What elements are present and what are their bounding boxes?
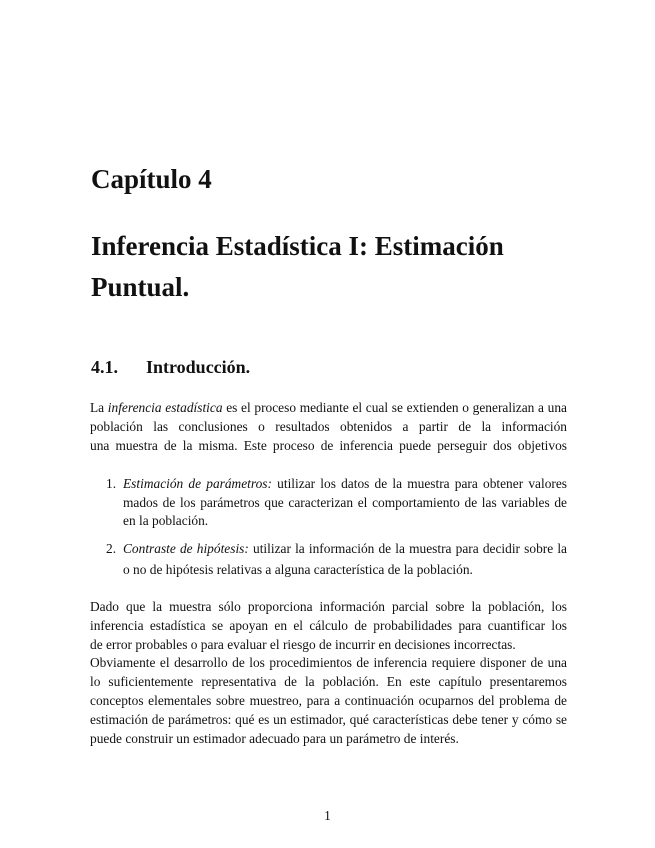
section-number: 4.1.: [91, 357, 118, 377]
list-item-line: en la población.: [123, 513, 209, 528]
paragraph-line: Dado que la muestra sólo proporciona información parcial sobre la población, los: [90, 599, 567, 614]
text: utilizar los datos de la muestra para obtener valores: [277, 476, 567, 491]
section-title: Introducción.: [146, 357, 251, 377]
list-item-line: [123, 541, 567, 557]
list-term: Contraste de hipótesis:: [123, 541, 249, 556]
text: utilizar la información de la muestra para decidir sobre la: [252, 541, 567, 556]
emphasis: inferencia estadística: [107, 400, 223, 415]
paragraph-line: puede construir un estimador adecuado para un parámetro de interés.: [90, 731, 459, 746]
paragraph-line: conceptos elementales sobre muestreo, para a continuación ocuparnos del problema de: [90, 693, 567, 708]
paragraph-line: una muestra de la misma. Este proceso de inferencia puede perseguir dos objetivos: [90, 438, 567, 453]
paragraph-line: inferencia estadística se apoyan en el cálculo de probabilidades para cuantificar los: [90, 618, 567, 633]
list-marker: 2.: [106, 541, 117, 556]
paragraph-line: Obviamente el desarrollo de los procedimientos de inferencia requiere disponer de una: [90, 655, 567, 670]
text: es el proceso mediante el cual se extienden o generalizan a una: [222, 400, 567, 415]
page-number: 1: [324, 808, 331, 823]
list-term: Estimación de parámetros:: [123, 476, 272, 491]
text: La: [90, 400, 108, 415]
paragraph-line: estimación de parámetros: qué es un estimador, qué características debe tener y cómo se: [90, 712, 567, 727]
list-marker: 1.: [106, 476, 117, 491]
paragraph-line: población las conclusiones o resultados obtenidos a partir de la información: [90, 419, 567, 434]
paragraph-line: lo suficientemente representativa de la población. En este capítulo presentaremos: [90, 674, 567, 689]
chapter-heading: Capítulo 4: [91, 164, 212, 194]
chapter-title-line-1: Inferencia Estadística I: Estimación: [91, 231, 504, 261]
chapter-title-line-2: Puntual.: [91, 272, 190, 302]
section-heading: [91, 357, 250, 378]
list-item-line: [123, 476, 567, 492]
list-item-line: o no de hipótesis relativas a alguna característica de la población.: [123, 562, 473, 577]
paragraph-line: de error probables o para evaluar el riesgo de incurrir en decisiones incorrectas.: [90, 637, 516, 652]
list-item-line: mados de los parámetros que caracterizan el comportamiento de las variables de: [123, 495, 567, 510]
paragraph-line: [90, 400, 567, 416]
